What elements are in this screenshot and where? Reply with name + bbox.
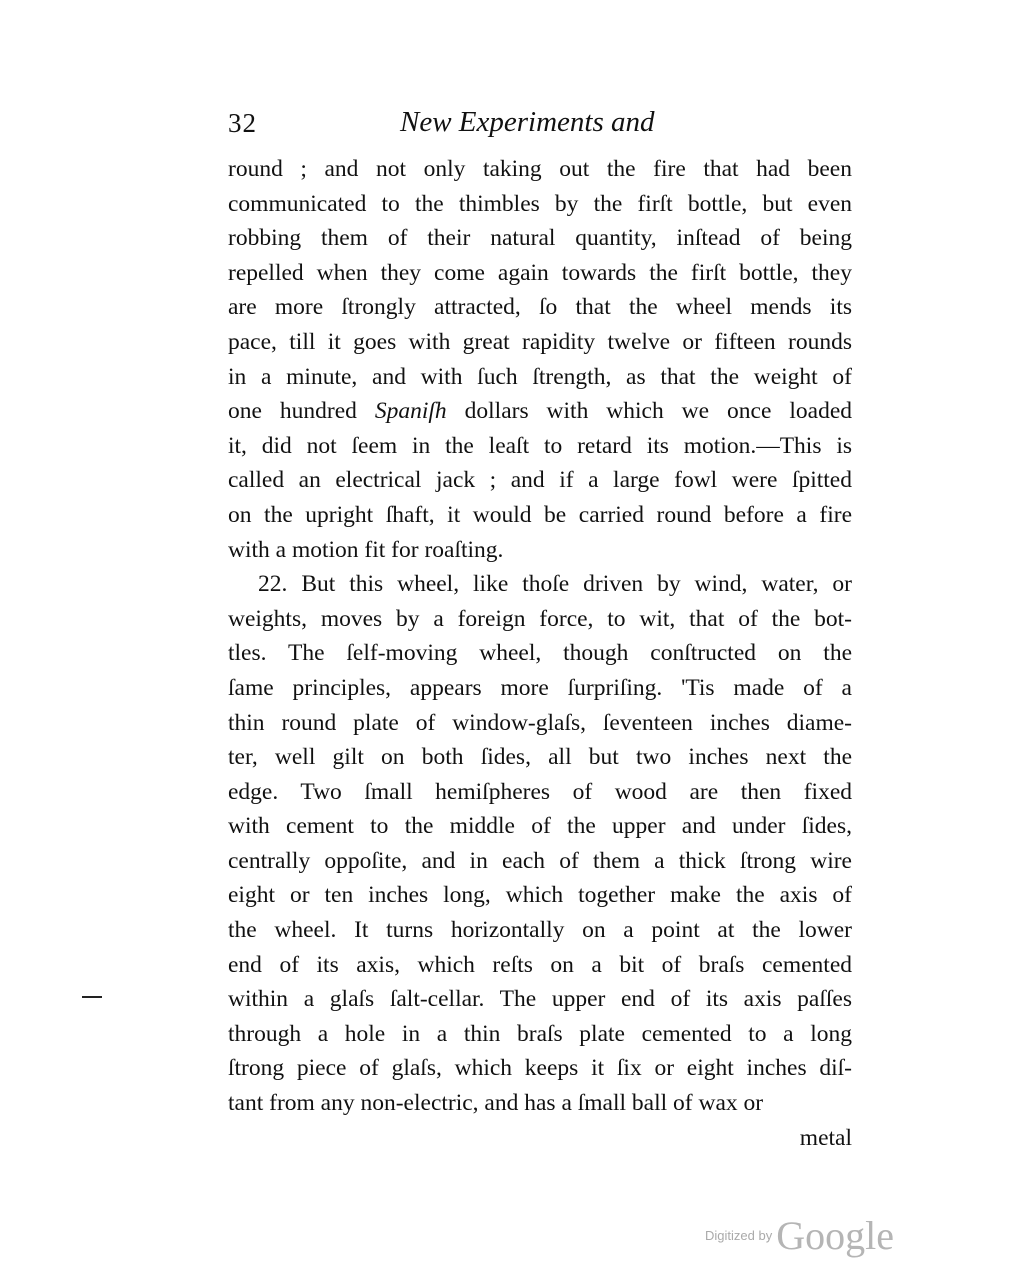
google-logo: Google [776,1213,894,1258]
text-line: it, did not ſeem in the leaſt to retard its motion.—This is [228,432,852,459]
catchword: metal [799,1124,852,1151]
text-line: thin round plate of window-glaſs, ſeventeen inches diame- [228,709,852,736]
digitized-watermark [705,1212,894,1259]
paragraph [228,152,852,567]
text-line: centrally oppoſite, and in each of them a thick ſtrong wire [228,847,852,874]
text-line: one hundred Spaniſh dollars with which we once loaded [228,398,852,425]
text-line: on the upright ſhaft, it would be carried round before a fire [228,501,852,528]
page-body [228,152,852,1155]
text-line: pace, till it goes with great rapidity twelve or fifteen rounds [228,328,852,355]
digitized-label: Digitized by [705,1228,773,1243]
text-line: ter, well gilt on both ſides, all but two inches next the [228,744,852,771]
text-line: end of its axis, which reſts on a bit of braſs cemented [228,951,852,978]
text-line: repelled when they come again towards the firſt bottle, they [228,259,852,286]
text-line: 22. But this wheel, like thoſe driven by wind, water, or [258,571,852,598]
text-line: in a minute, and with ſuch ſtrength, as that the weight of [228,363,852,390]
page-header [228,106,852,146]
text-line: ſtrong piece of glaſs, which keeps it ſix or eight inches diſ- [228,1055,852,1082]
text-line: called an electrical jack ; and if a large fowl were ſpitted [228,467,852,494]
scan-mark [82,996,102,998]
text-line: tles. The ſelf-moving wheel, though conſtructed on the [228,640,852,667]
text-line: are more ſtrongly attracted, ſo that the wheel mends its [228,294,852,321]
text-line: eight or ten inches long, which together make the axis of [228,882,852,909]
text-line: robbing them of their natural quantity, inſtead of being [228,225,852,252]
text-line: communicated to the thimbles by the firſt bottle, but even [228,190,852,217]
text-line: the wheel. It turns horizontally on a point at the lower [228,917,852,944]
text-line: tant from any non-electric, and has a ſmall ball of wax or [228,1090,764,1117]
text-line: round ; and not only taking out the fire that had been [228,156,852,182]
text-line: with a motion fit for roaſting. [228,536,504,563]
text-line: with cement to the middle of the upper and under ſides, [228,813,852,840]
text-line: edge. Two ſmall hemiſpheres of wood are then fixed [228,778,852,805]
text-line: through a hole in a thin braſs plate cemented to a long [228,1020,852,1047]
running-title: New Experiments and [400,106,655,138]
text-line: weights, moves by a foreign force, to wit, that of the bot- [228,605,852,632]
page-number: 32 [228,108,257,138]
paragraph [228,567,852,1121]
italic-word: Spaniſh [374,398,447,425]
text-line: within a glaſs ſalt-cellar. The upper end of its axis paſſes [228,986,852,1013]
text-line: ſame principles, appears more ſurpriſing. 'Tis made of a [228,674,852,701]
